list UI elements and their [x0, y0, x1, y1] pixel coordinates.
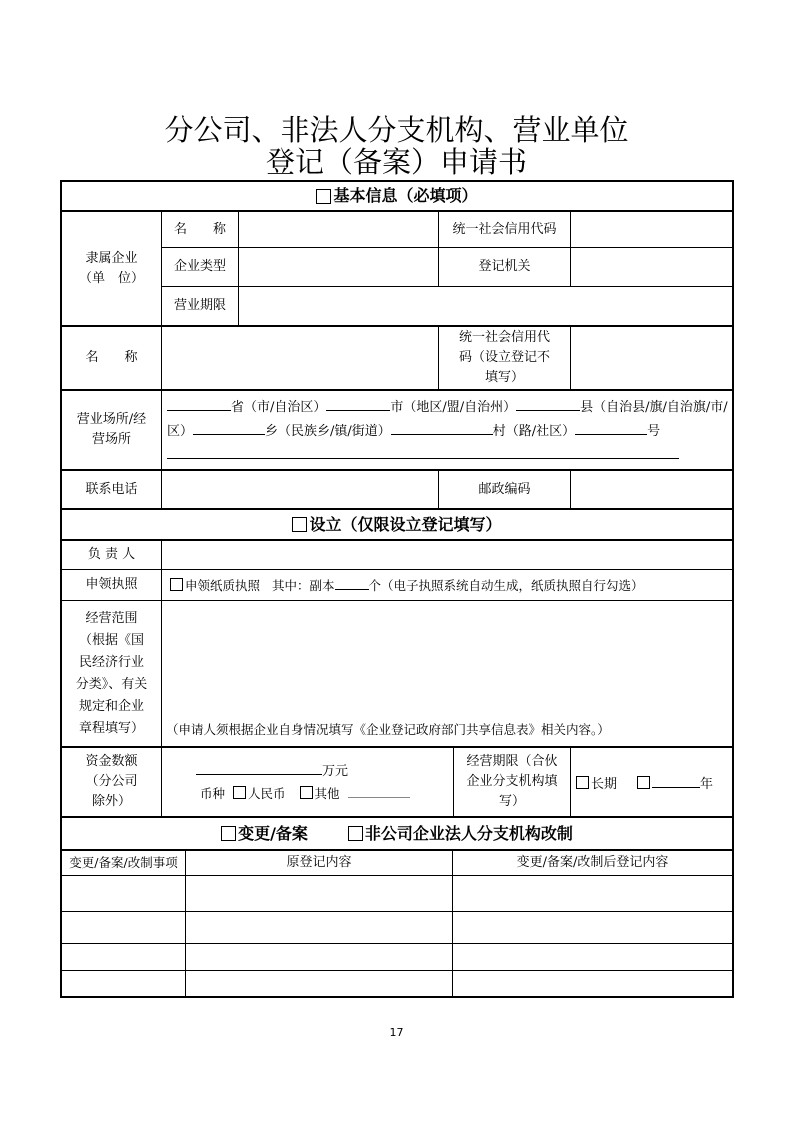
change-row-new[interactable]	[452, 911, 732, 943]
capital-unit: 万元	[322, 764, 349, 779]
term-year-checkbox[interactable]	[637, 776, 650, 789]
currency-other-label: 其他	[314, 786, 340, 801]
company-type-field[interactable]	[238, 247, 438, 286]
setup-checkbox[interactable]	[292, 517, 307, 532]
currency-other-input[interactable]	[348, 783, 410, 798]
op-term-label: 经营期限（合伙企业分支机构填写）	[453, 746, 570, 816]
currency-rmb-checkbox[interactable]	[233, 786, 246, 799]
term-long-checkbox[interactable]	[576, 776, 589, 789]
license-field	[161, 569, 732, 600]
basic-info-checkbox[interactable]	[316, 189, 331, 204]
change-row-new[interactable]	[452, 943, 732, 970]
license-copies-input[interactable]	[335, 575, 369, 590]
page-number: 17	[389, 1026, 404, 1039]
basic-info-header	[62, 182, 732, 210]
address-field[interactable]	[161, 389, 732, 469]
parent-name-label: 名 称	[161, 210, 238, 247]
change-header-a: 变更/备案	[238, 823, 308, 843]
phone-field[interactable]	[161, 469, 438, 508]
change-header	[62, 816, 732, 849]
change-row-original[interactable]	[185, 943, 452, 970]
capital-amount-input[interactable]	[196, 760, 322, 775]
change-filing-checkbox[interactable]	[221, 826, 236, 841]
change-col-new: 变更/备案/改制后登记内容	[452, 849, 732, 875]
change-row-item[interactable]	[62, 970, 185, 996]
parent-credit-code-label: 统一社会信用代码	[438, 210, 570, 247]
branch-credit-code-label: 统一社会信用代码（设立登记不填写）	[438, 325, 570, 389]
company-type-label: 企业类型	[161, 247, 238, 286]
business-term-label: 营业期限	[161, 286, 238, 325]
capital-label: 资金数额（分公司除外）	[62, 746, 161, 816]
change-row-original[interactable]	[185, 911, 452, 943]
principal-label: 负 责 人	[62, 539, 161, 569]
license-copies-prefix: 其中：副本	[272, 578, 335, 593]
addr-city: 市（地区/盟/自治州）	[390, 400, 517, 415]
application-form-table	[60, 180, 734, 998]
reg-authority-field[interactable]	[570, 247, 732, 286]
business-term-field[interactable]	[238, 286, 732, 325]
paper-license-checkbox[interactable]	[170, 578, 183, 591]
op-term-field	[570, 746, 732, 816]
change-row-new[interactable]	[452, 970, 732, 996]
basic-info-header-label: 基本信息（必填项）	[333, 186, 478, 205]
postal-code-field[interactable]	[570, 469, 732, 508]
addr-province: 省（市/自治区）	[231, 400, 327, 415]
capital-field	[161, 746, 453, 816]
branch-name-label: 名 称	[62, 325, 161, 389]
change-row-item[interactable]	[62, 875, 185, 911]
branch-credit-code-field[interactable]	[570, 325, 732, 389]
change-col-original: 原登记内容	[185, 849, 452, 875]
paper-license-label: 申领纸质执照	[185, 578, 261, 593]
phone-label: 联系电话	[62, 469, 161, 508]
addr-township: 乡（民族乡/镇/街道）	[265, 424, 391, 439]
currency-label: 币种	[200, 786, 226, 801]
addr-village: 村（路/社区）	[492, 424, 576, 439]
change-row-original[interactable]	[185, 875, 452, 911]
change-row-item[interactable]	[62, 943, 185, 970]
principal-field[interactable]	[161, 539, 732, 569]
change-row-item[interactable]	[62, 911, 185, 943]
license-copies-suffix: 个（电子执照系统自动生成，纸质执照自行勾选）	[368, 578, 644, 593]
change-header-b: 非公司企业法人分支机构改制	[364, 823, 573, 843]
currency-other-checkbox[interactable]	[300, 786, 313, 799]
branch-name-field[interactable]	[161, 325, 438, 389]
term-year-label: 年	[700, 777, 714, 792]
reg-authority-label: 登记机关	[438, 247, 570, 286]
parent-name-field[interactable]	[238, 210, 438, 247]
addr-number: 号	[647, 424, 661, 439]
setup-header-label: 设立（仅限设立登记填写）	[309, 514, 502, 534]
form-title-line2: 登记（备案）申请书	[265, 145, 527, 179]
addr-county: 县（自治县/旗/自治旗/市/区）	[167, 400, 728, 439]
parent-company-label: 隶属企业（单 位）	[62, 210, 161, 325]
business-scope-label: 经营范围（根据《国民经济行业分类》、有关规定和企业章程填写）	[62, 600, 161, 746]
business-scope-note: （申请人须根据企业自身情况填写《企业登记政府部门共享信息表》相关内容。）	[166, 722, 610, 737]
parent-credit-code-field[interactable]	[570, 210, 732, 247]
setup-header	[62, 508, 732, 539]
restructure-checkbox[interactable]	[348, 826, 363, 841]
term-long-label: 长期	[591, 777, 618, 792]
currency-rmb-label: 人民币	[248, 786, 286, 801]
license-label: 申领执照	[62, 569, 161, 600]
address-label: 营业场所/经营场所	[62, 389, 161, 469]
form-title-line1: 分公司、非法人分支机构、营业单位	[164, 113, 629, 147]
change-col-item: 变更/备案/改制事项	[62, 849, 185, 875]
term-year-input[interactable]	[652, 773, 700, 788]
change-row-original[interactable]	[185, 970, 452, 996]
postal-code-label: 邮政编码	[438, 469, 570, 508]
change-row-new[interactable]	[452, 875, 732, 911]
business-scope-field[interactable]	[161, 600, 732, 746]
